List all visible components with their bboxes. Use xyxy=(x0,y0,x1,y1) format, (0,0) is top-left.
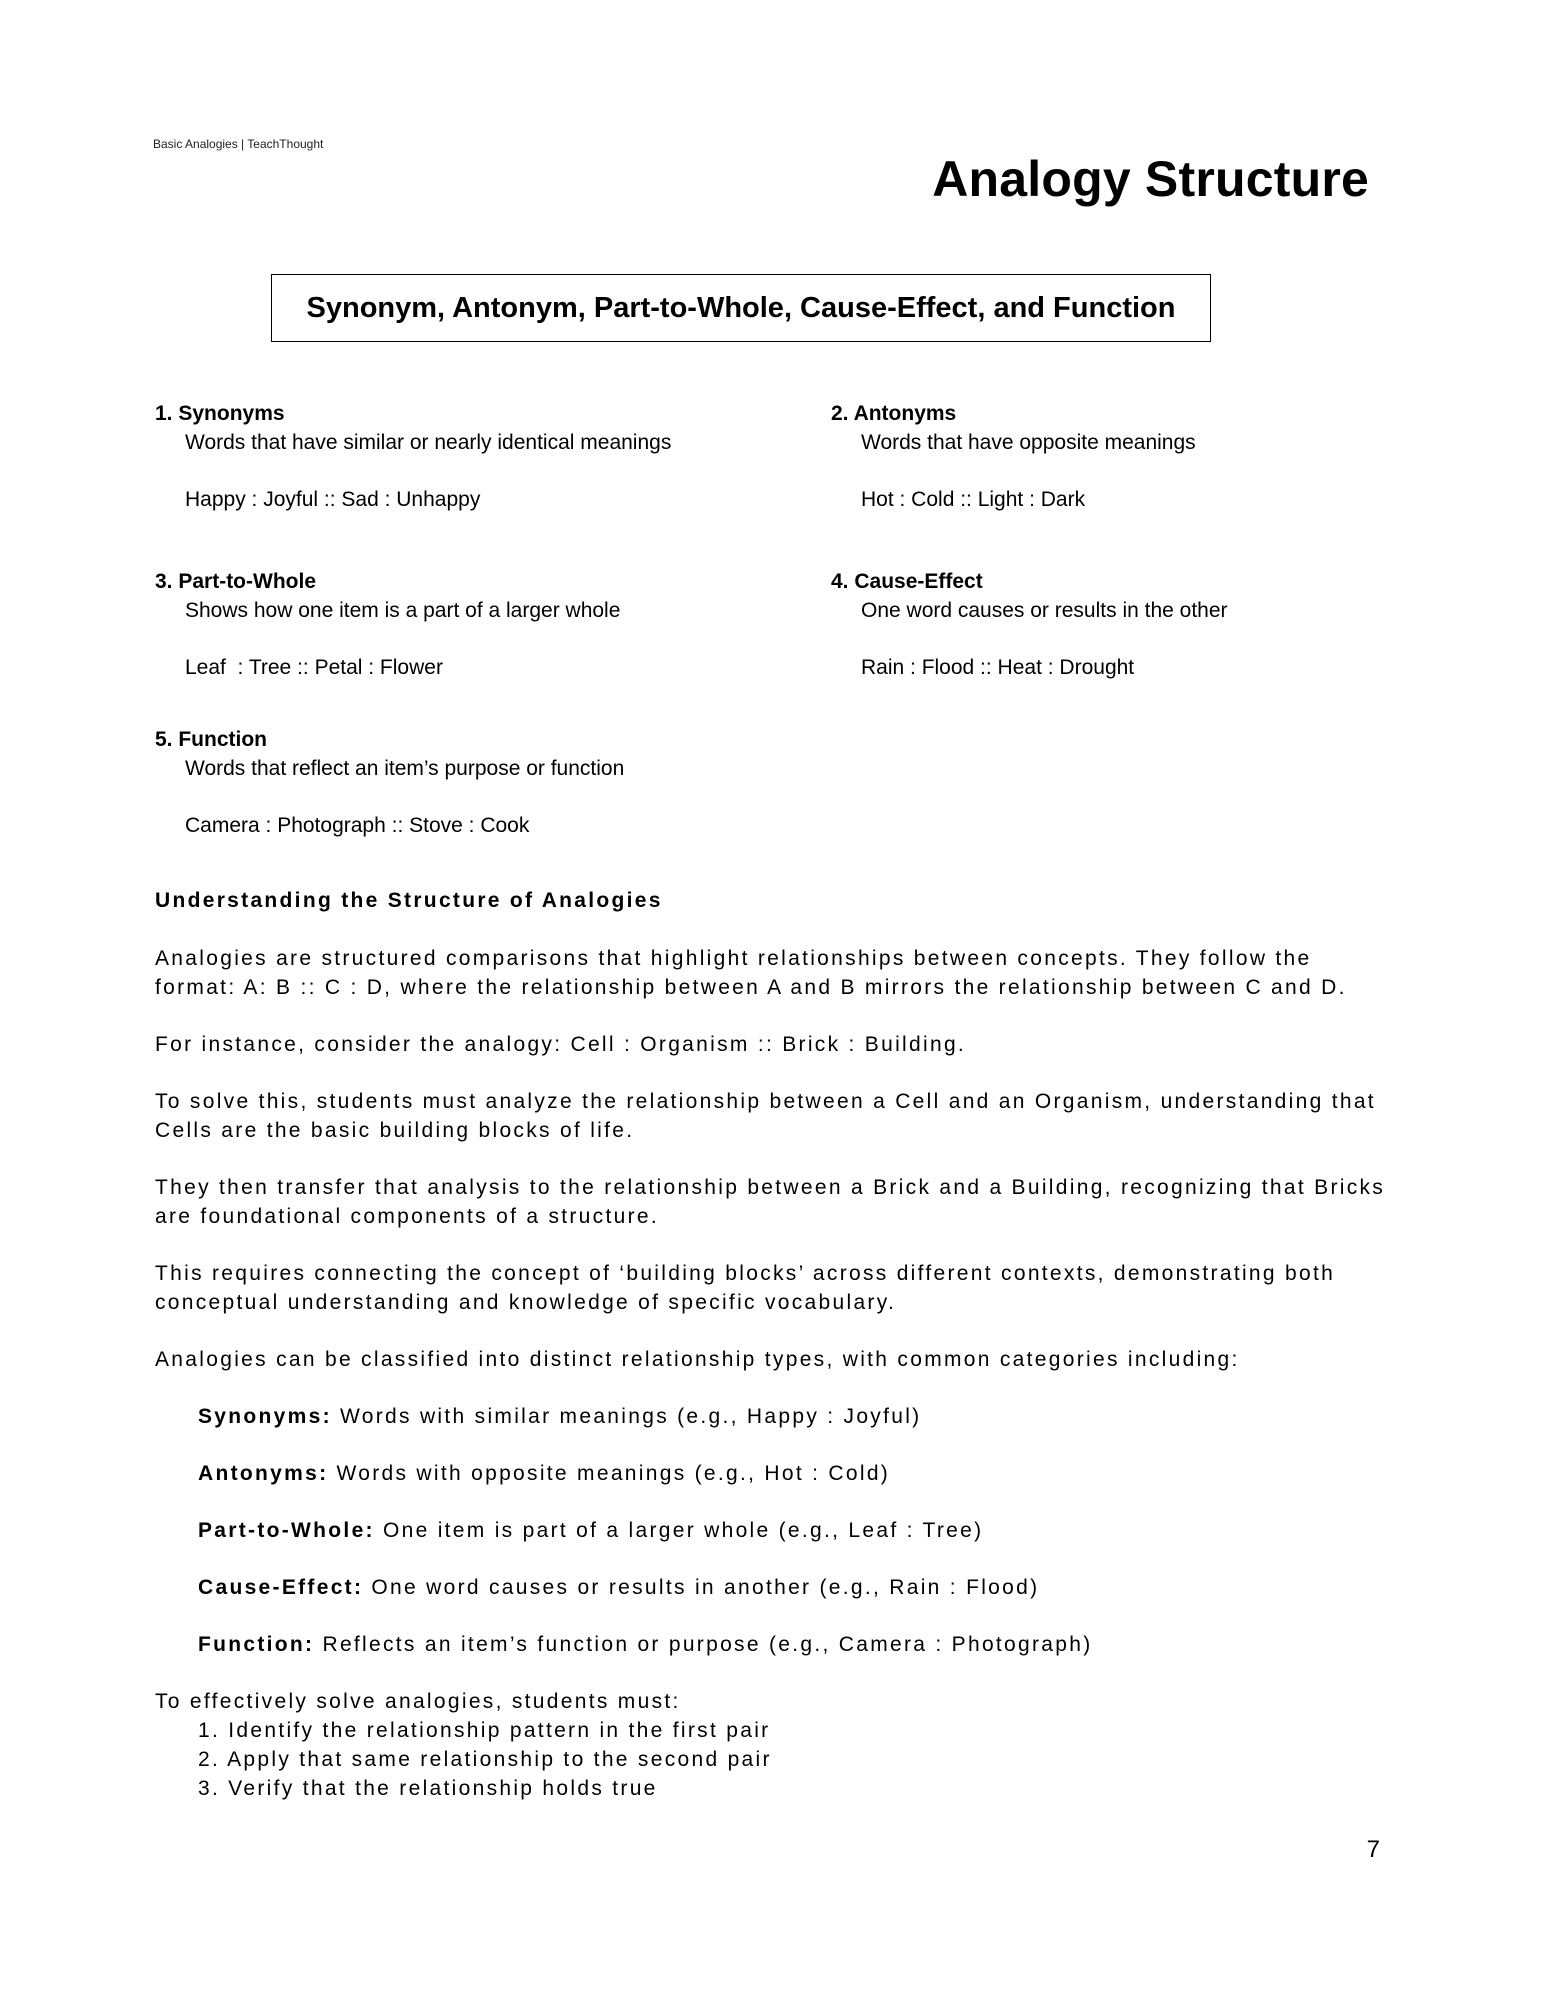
type-heading: 2. Antonyms xyxy=(831,402,957,425)
type-heading: 5. Function xyxy=(155,728,267,751)
type-example: Hot : Cold :: Light : Dark xyxy=(861,488,1086,511)
category-item xyxy=(198,1573,1400,1602)
paragraph: Analogies can be classified into distinct relationship types, with common categories including: xyxy=(155,1348,1240,1371)
type-description: Words that reflect an item’s purpose or function xyxy=(185,757,625,780)
category-item xyxy=(198,1630,1400,1659)
category-label: Synonyms: xyxy=(198,1405,332,1428)
type-block-function xyxy=(155,726,715,841)
type-example: Camera : Photograph :: Stove : Cook xyxy=(185,814,530,837)
category-item xyxy=(198,1516,1400,1545)
type-description: Words that have similar or nearly identical meanings xyxy=(185,431,672,454)
category-text: Words with opposite meanings (e.g., Hot : Cold) xyxy=(328,1462,891,1485)
category-item xyxy=(198,1402,1400,1431)
type-description: Shows how one item is a part of a larger whole xyxy=(185,599,621,622)
category-label: Cause-Effect: xyxy=(198,1576,364,1599)
type-description: One word causes or results in the other xyxy=(861,599,1228,622)
subtitle-box xyxy=(271,274,1211,342)
type-example: Happy : Joyful :: Sad : Unhappy xyxy=(185,488,481,511)
type-heading: 1. Synonyms xyxy=(155,402,285,425)
type-example: Leaf : Tree :: Petal : Flower xyxy=(185,656,443,679)
type-block-part-to-whole xyxy=(155,568,715,683)
type-heading: 3. Part-to-Whole xyxy=(155,570,316,593)
paragraph: Analogies are structured comparisons that highlight relationships between concepts. They follow the format: A: B :: C : D, where the relationship between A and B mirrors the relationship between C and D. xyxy=(155,947,1347,999)
subtitle-text: Synonym, Antonym, Part-to-Whole, Cause-Effect, and Function xyxy=(306,291,1176,324)
category-text: Words with similar meanings (e.g., Happy : Joyful) xyxy=(331,1405,922,1428)
category-label: Part-to-Whole: xyxy=(198,1519,375,1542)
type-example: Rain : Flood :: Heat : Drought xyxy=(861,656,1135,679)
running-header: Basic Analogies | TeachThought xyxy=(153,137,324,151)
paragraph: They then transfer that analysis to the relationship between a Brick and a Building, recognizing that Bricks are foundational components of a structure. xyxy=(155,1176,1386,1228)
paragraph: To solve this, students must analyze the relationship between a Cell and an Organism, understanding that Cells are the basic building blocks of life. xyxy=(155,1090,1376,1142)
type-block-antonyms xyxy=(831,400,1391,515)
category-item xyxy=(198,1459,1400,1488)
type-block-synonyms xyxy=(155,400,715,515)
step-item: 2. Apply that same relationship to the second pair xyxy=(198,1748,772,1771)
category-text: Reflects an item’s function or purpose (e.g., Camera : Photograph) xyxy=(314,1633,1093,1656)
paragraph: For instance, consider the analogy: Cell : Organism :: Brick : Building. xyxy=(155,1033,967,1056)
type-heading: 4. Cause-Effect xyxy=(831,570,983,593)
page-title: Analogy Structure xyxy=(932,151,1369,207)
section-heading: Understanding the Structure of Analogies xyxy=(155,889,663,912)
category-label: Antonyms: xyxy=(198,1462,329,1485)
paragraph: This requires connecting the concept of ‘building blocks’ across different contexts, demonstrating both conceptual understanding and knowledge of specific vocabulary. xyxy=(155,1262,1336,1314)
category-text: One item is part of a larger whole (e.g., Leaf : Tree) xyxy=(374,1519,984,1542)
step-item: 1. Identify the relationship pattern in the first pair xyxy=(198,1719,771,1742)
body-text xyxy=(155,944,1400,1803)
page-number: 7 xyxy=(1366,1836,1380,1863)
steps-list xyxy=(155,1716,1400,1803)
category-label: Function: xyxy=(198,1633,315,1656)
category-text: One word causes or results in another (e.g., Rain : Flood) xyxy=(363,1576,1040,1599)
step-item: 3. Verify that the relationship holds true xyxy=(198,1777,658,1800)
type-description: Words that have opposite meanings xyxy=(861,431,1196,454)
steps-intro: To effectively solve analogies, students must: xyxy=(155,1690,681,1713)
type-block-cause-effect xyxy=(831,568,1391,683)
